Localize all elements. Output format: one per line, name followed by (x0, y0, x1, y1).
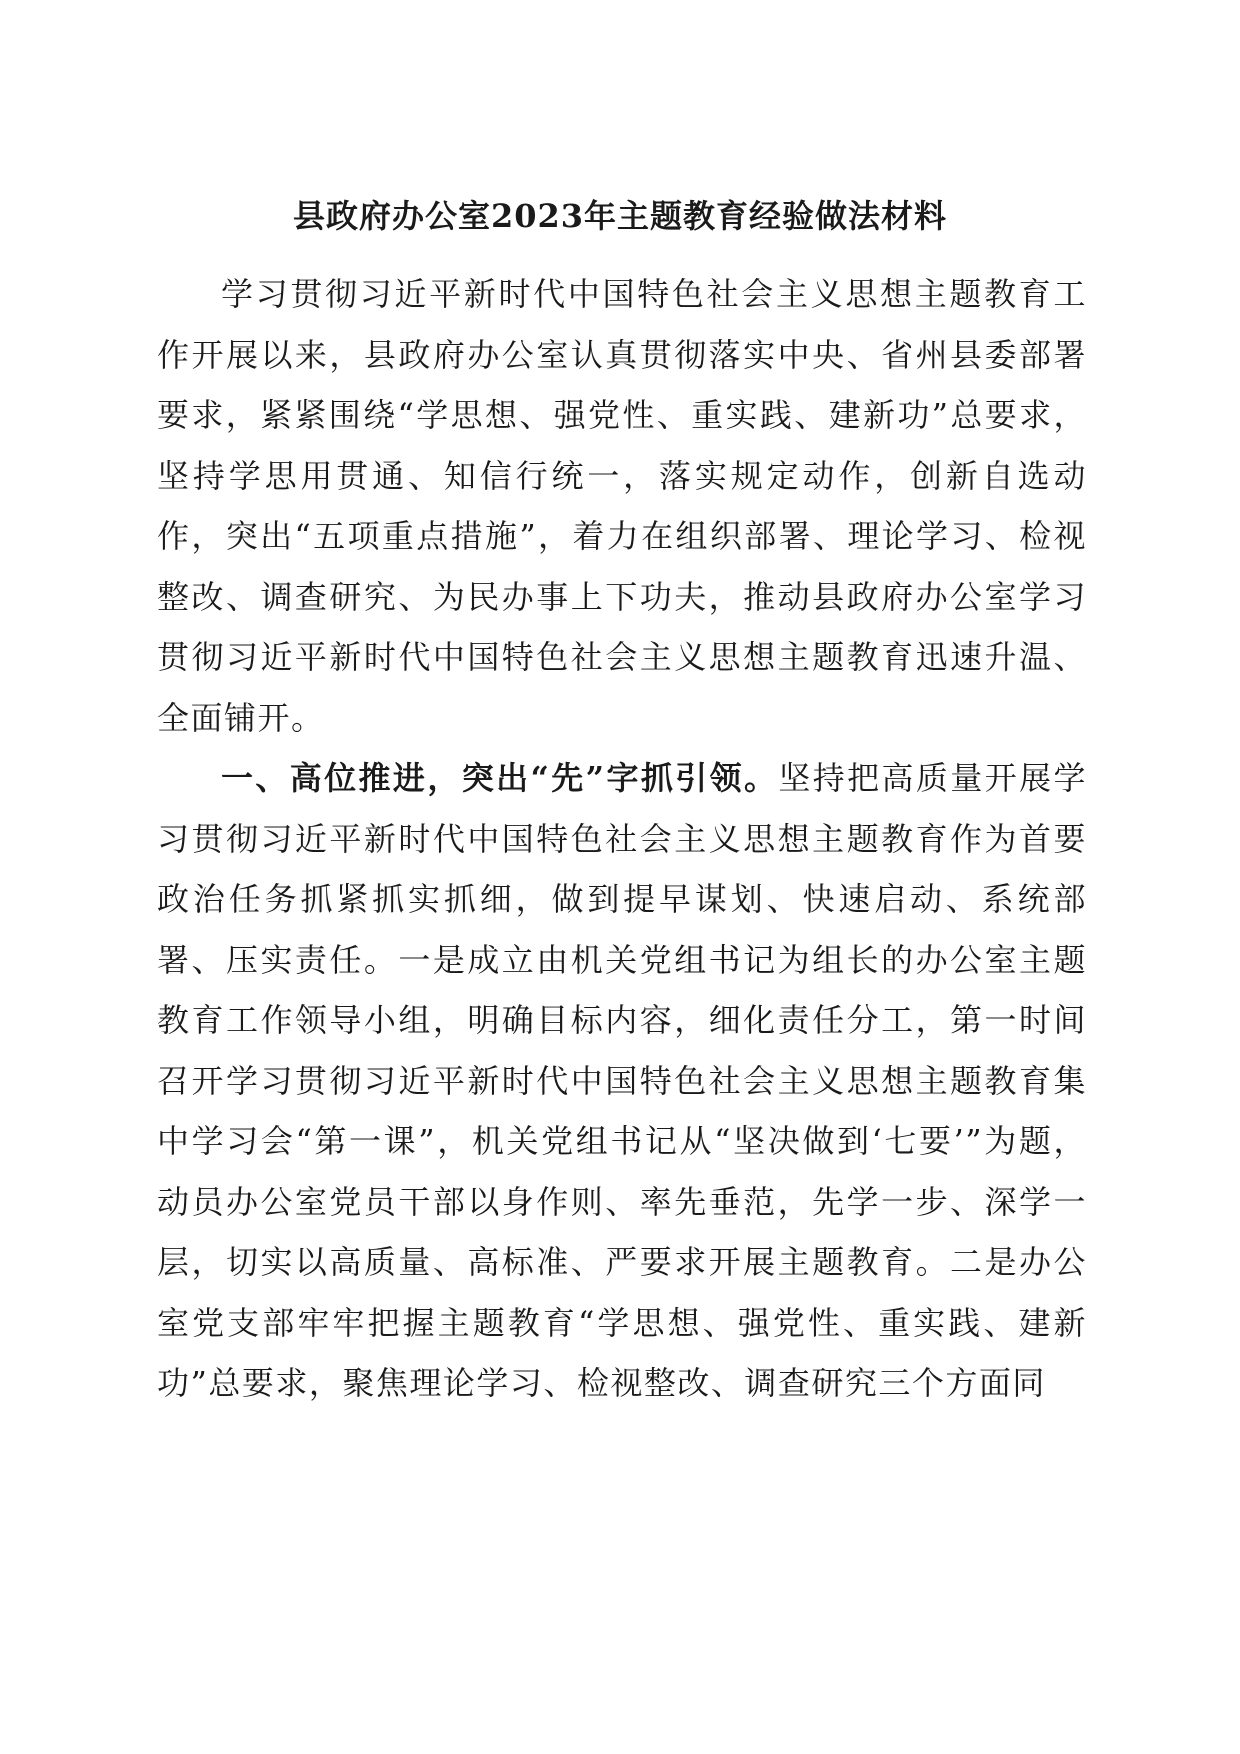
paragraph-intro (157, 264, 1087, 748)
section-1-heading: 一、高位推进，突出“先”字抓引领。 (221, 759, 779, 797)
document-title: 县政府办公室2023年主题教育经验做法材料 (292, 197, 948, 235)
document-body (157, 264, 1087, 1414)
paragraph-section-1 (157, 748, 1087, 1414)
paragraph-intro-text: 学习贯彻习近平新时代中国特色社会主义思想主题教育工作开展以来，县政府办公室认真贯彻落实中央、省州县委部署要求，紧紧围绕“学思想、强党性、重实践、建新功”总要求，坚持学思用贯通、知信行统一，落实规定动作，创新自选动作，突出“五项重点措施”，着力在组织部署、理论学习、检视整改、调查研究、为民办事上下功夫，推动县政府办公室学习贯彻习近平新时代中国特色社会主义思想主题教育迅速升温、全面铺开。 (157, 275, 1087, 737)
section-1-text: 坚持把高质量开展学习贯彻习近平新时代中国特色社会主义思想主题教育作为首要政治任务抓紧抓实抓细，做到提早谋划、快速启动、系统部署、压实责任。一是成立由机关党组书记为组长的办公室主题教育工作领导小组，明确目标内容，细化责任分工，第一时间召开学习贯彻习近平新时代中国特色社会主义思想主题教育集中学习会“第一课”，机关党组书记从“坚决做到‘七要’”为题，动员办公室党员干部以身作则、率先垂范，先学一步、深学一层，切实以高质量、高标准、严要求开展主题教育。二是办公室党支部牢牢把握主题教育“学思想、强党性、重实践、建新功”总要求，聚焦理论学习、检视整改、调查研究三个方面同 (157, 759, 1087, 1402)
